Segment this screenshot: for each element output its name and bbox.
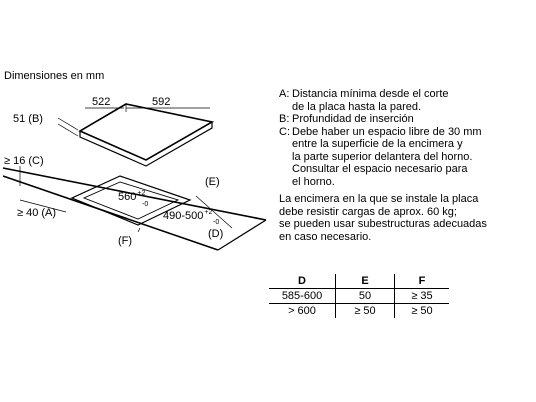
label-d: (D) xyxy=(208,228,224,240)
legend xyxy=(279,88,529,243)
cooktop xyxy=(80,104,212,166)
legend-item-a xyxy=(279,88,529,113)
legend-key: C: xyxy=(279,125,290,138)
load-note: La encimera en la que se instale la placa debe resistir cargas de aprox. 60 kg; se pueden usar subestructuras adecuadas en caso necesario. xyxy=(279,193,487,243)
units-label: Dimensiones en mm xyxy=(4,70,105,82)
table-cell: ≥ 50 xyxy=(336,304,395,319)
countertop-side-edge xyxy=(218,220,266,250)
dim-height-label: 51 (B) xyxy=(13,113,43,125)
table-row xyxy=(269,304,449,319)
legend-text: Distancia mínima desde el corte de la placa hasta la pared. xyxy=(292,88,449,113)
table-header-d: D xyxy=(269,274,336,289)
legend-item-c xyxy=(279,126,529,189)
dimension-lines xyxy=(20,104,210,212)
table-cell: ≥ 35 xyxy=(395,289,450,304)
label-e: (E) xyxy=(205,176,220,188)
table-header-row xyxy=(269,274,449,289)
dim-depth-label: 592 xyxy=(152,96,171,108)
cutout-depth-tol-down: -0 xyxy=(213,219,220,226)
table-row xyxy=(269,289,449,304)
installation-diagram xyxy=(0,0,270,300)
legend-item-b xyxy=(279,113,529,126)
table-cell: 50 xyxy=(336,289,395,304)
dimension-table xyxy=(269,274,449,318)
cutout-depth-label: $490-500^{+2}$ xyxy=(163,209,213,222)
legend-text: Profundidad de inserción xyxy=(292,113,414,125)
table-header-f: F xyxy=(395,274,450,289)
table-cell: 585-600 xyxy=(269,289,336,304)
cooktop-top-face xyxy=(80,104,212,160)
legend-key: B: xyxy=(279,113,290,125)
table-cell: > 600 xyxy=(288,305,316,317)
cutout-width-label: $560^{+2}$ xyxy=(118,190,146,203)
cutout-width-tol-down: -0 xyxy=(142,201,149,208)
legend-text: Debe haber un espacio libre de 30 mm entre la superficie de la encimera y la parte superior delantera del horno. Consultar el espacio necesario para el horno. xyxy=(292,125,482,188)
table-header-e: E xyxy=(336,274,395,289)
dim-c-label: ≥ 16 (C) xyxy=(4,155,44,167)
table-cell: ≥ 50 xyxy=(395,304,450,319)
legend-key: A: xyxy=(279,88,290,100)
label-f: (F) xyxy=(118,235,133,247)
dim-a-label: ≥ 40 (A) xyxy=(17,207,57,219)
dim-width-label: 522 xyxy=(92,96,111,108)
